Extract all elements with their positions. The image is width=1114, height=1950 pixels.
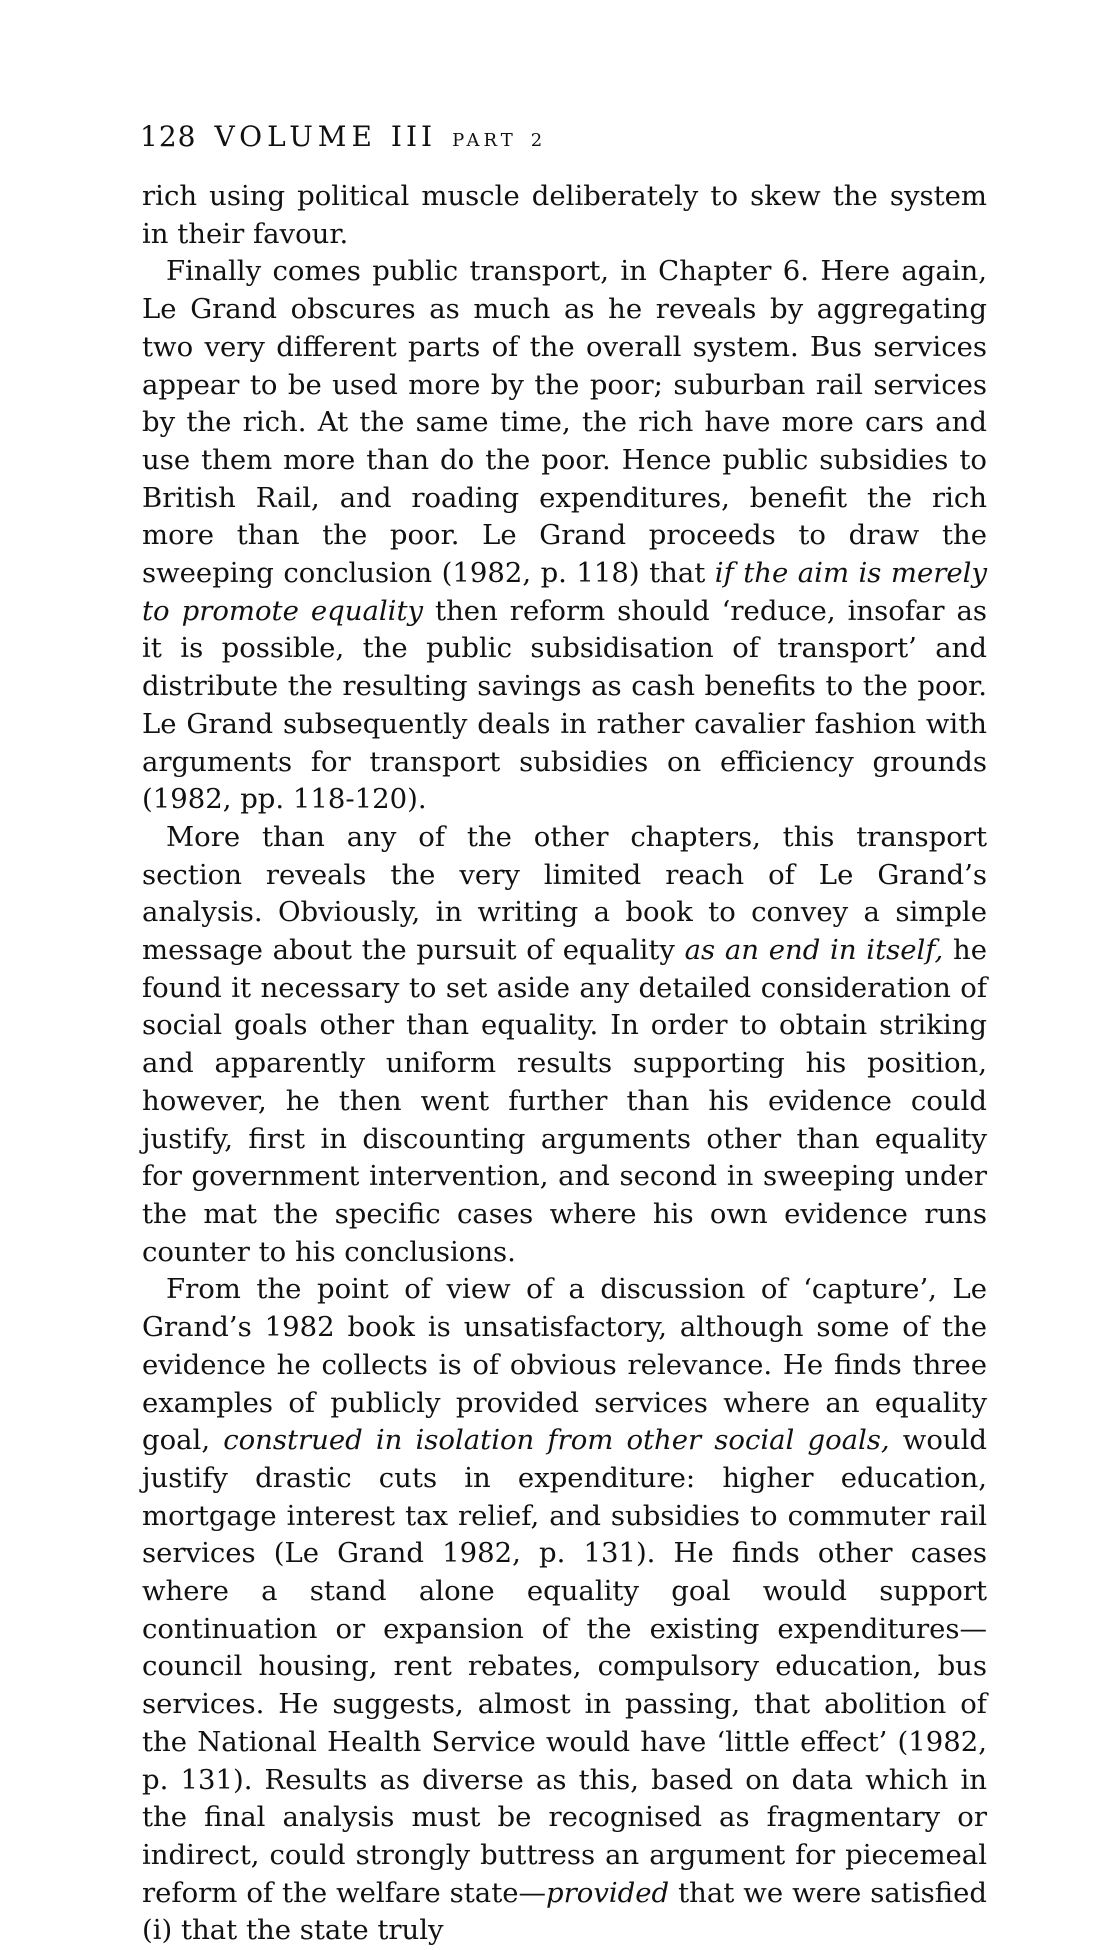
body-text xyxy=(142,178,987,1950)
paragraph-text: then reform should ‘reduce, insofar as it is possible, the public subsidisation of transport’ and distribute the resulting savings as cash benefits to the poor. Le Grand subsequently deals in rather cavalier fashion with arguments for transport subsidies on efficiency grounds (1982, pp. 118-120). xyxy=(142,594,987,816)
paragraph-text: More than any of the other chapters, this transport section reveals the very limited reach of Le Grand’s analysis. Obviously, in writing a book to convey a simple message about the pursuit of equality xyxy=(142,820,987,967)
paragraph-text: he found it necessary to set aside any detailed consideration of social goals other than equality. In order to obtain striking and apparently uniform results supporting his position, however, he then went further than his evidence could justify, first in discounting arguments other than equality for government intervention, and second in sweeping under the mat the specific cases where his own evidence runs counter to his conclusions. xyxy=(142,934,987,1268)
paragraph-text: From the point of view of a discussion of ‘capture’, Le Grand’s 1982 book is unsatisfactory, although some of the evidence he collects is of obvious relevance. He finds three examples of publicly provided services where an equality goal, xyxy=(142,1273,987,1457)
paragraph xyxy=(142,1271,987,1950)
paragraph-text: rich using political muscle deliberately to skew the system in their favour. xyxy=(142,180,987,250)
part-label: PART xyxy=(452,130,517,151)
paragraph xyxy=(142,253,987,819)
paragraph-text: that we were satisfied (i) that the state truly xyxy=(142,1876,987,1947)
volume-number: III xyxy=(390,120,437,153)
italic-text: construed in isolation from other social goals, xyxy=(223,1424,890,1457)
paragraph xyxy=(142,819,987,1271)
page-number: 128 xyxy=(140,120,197,153)
running-header xyxy=(140,120,543,153)
italic-text: as an end in itself, xyxy=(684,934,944,967)
paragraph xyxy=(142,178,987,253)
italic-text: if the aim is merely to promote equality xyxy=(142,557,987,627)
volume-label: VOLUME xyxy=(214,120,377,153)
paragraph-text: would justify drastic cuts in expenditure: higher education, mortgage interest tax relief, and subsidies to commuter rail services (Le Grand 1982, p. 131). He finds other cases where a stand alone equality goal would support continuation or expansion of the existing expenditures—council housing, rent rebates, compulsory education, bus services. He suggests, almost in passing, that abolition of the National Health Service would have ‘little effect’ (1982, p. 131). Results as diverse as this, based on data which in the final analysis must be recognised as fragmentary or indirect, could strongly buttress an argument for piecemeal reform of the welfare state— xyxy=(142,1424,987,1909)
italic-text: provided xyxy=(546,1876,670,1909)
part-number: 2 xyxy=(530,130,544,151)
paragraph-text: Finally comes public transport, in Chapter 6. Here again, Le Grand obscures as much as he reveals by aggregating two very different parts of the overall system. Bus services appear to be used more by the poor; suburban rail services by the rich. At the same time, the rich have more cars and use them more than do the poor. Hence public subsidies to British Rail, and roading expenditures, benefit the rich more than the poor. Le Grand proceeds to draw the sweeping conclusion (1982, p. 118) that xyxy=(142,255,987,590)
